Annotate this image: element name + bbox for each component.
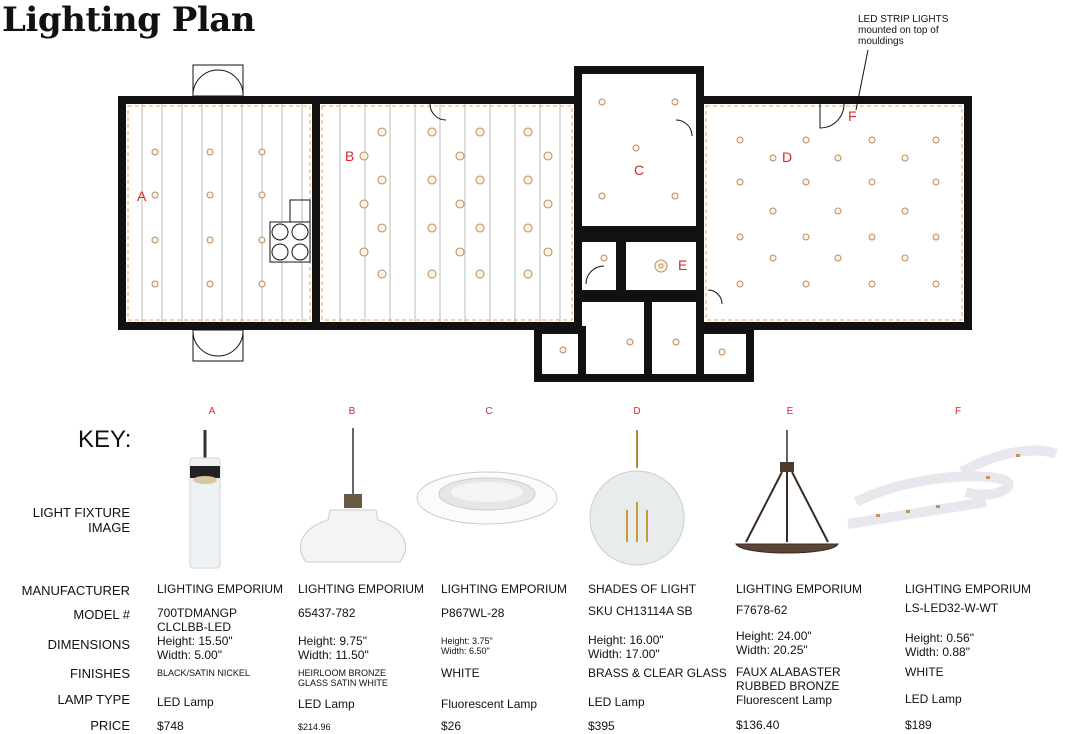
row-label-model: MODEL # (73, 607, 130, 622)
zone-label-f: F (848, 108, 857, 124)
fixture-d-finishes: BRASS & CLEAR GLASS (588, 666, 727, 680)
fixture-a-price: $748 (157, 719, 184, 733)
room-d (700, 100, 968, 326)
fixture-d-manufacturer: SHADES OF LIGHT (588, 582, 697, 596)
fixture-c-model: P867WL-28 (441, 606, 505, 620)
schoolhouse-pendant-icon (300, 428, 410, 568)
fixture-d-dimensions: Height: 16.00" Width: 17.00" (588, 633, 664, 661)
bowl-pendant-icon (732, 430, 842, 560)
fixture-b-finishes: HEIRLOOM BRONZE GLASS SATIN WHITE (298, 668, 388, 688)
row-label-image: LIGHT FIXTURE IMAGE (32, 505, 130, 535)
fixture-c-lamp: Fluorescent Lamp (441, 697, 538, 711)
row-label-lamp: LAMP TYPE (57, 692, 130, 707)
key-letter-c: C (485, 406, 493, 417)
fixture-d-lamp: LED Lamp (588, 695, 645, 709)
zone-label-a: A (137, 188, 147, 204)
key-letter-b: B (348, 406, 356, 417)
door-a-top (193, 65, 243, 96)
fixture-e-manufacturer: LIGHTING EMPORIUM (736, 582, 863, 596)
zone-label-e: E (678, 257, 688, 273)
fixture-e-finishes: FAUX ALABASTER RUBBED BRONZE (736, 665, 841, 693)
key-letter-e: E (786, 406, 794, 417)
globe-pendant-icon (582, 430, 692, 566)
fixture-f-model: LS-LED32-W-WT (905, 601, 999, 615)
fixture-d-model: SKU CH13114A SB (588, 604, 693, 618)
fixture-a-lamp: LED Lamp (157, 695, 214, 709)
fixture-e-dimensions: Height: 24.00" Width: 20.25" (736, 629, 812, 657)
fixture-c-finishes: WHITE (441, 666, 480, 680)
led-strip-icon (846, 432, 1060, 532)
fixture-b-dimensions: Height: 9.75" Width: 11.50" (298, 634, 369, 662)
fixture-c-dimensions: Height: 3.75" Width: 6.50" (441, 636, 493, 656)
fixture-f-dimensions: Height: 0.56" Width: 0.88" (905, 631, 974, 659)
fixture-a-manufacturer: LIGHTING EMPORIUM (157, 582, 284, 596)
fixture-b-model: 65437-782 (298, 606, 356, 620)
zone-label-b: B (345, 148, 355, 164)
fixture-f-finishes: WHITE (905, 665, 944, 679)
fixture-e-model: F7678-62 (736, 603, 788, 617)
strip-light-annotation: LED STRIP LIGHTS mounted on top of mouldings (858, 14, 949, 47)
fixture-b-manufacturer: LIGHTING EMPORIUM (298, 582, 425, 596)
fixture-b-price: $214.96 (298, 722, 331, 732)
zone-label-d: D (782, 149, 793, 165)
key-letter-a: A (208, 406, 216, 417)
key-letter-d: D (633, 406, 641, 417)
fixture-f-lamp: LED Lamp (905, 692, 962, 706)
row-label-finishes: FINISHES (70, 666, 130, 681)
row-label-dimensions: DIMENSIONS (47, 637, 130, 652)
zone-label-c: C (634, 162, 645, 178)
recessed-light-icon (414, 470, 560, 530)
fixture-c-manufacturer: LIGHTING EMPORIUM (441, 582, 568, 596)
fixture-f-manufacturer: LIGHTING EMPORIUM (905, 582, 1032, 596)
fixture-d-price: $395 (588, 719, 615, 733)
fixture-a-finishes: BLACK/SATIN NICKEL (157, 668, 250, 678)
fixture-a-model: 700TDMANGP CLCLBB-LED (157, 606, 238, 634)
room-b (316, 100, 578, 326)
fixture-e-lamp: Fluorescent Lamp (736, 693, 833, 707)
door-a-bottom (193, 330, 243, 361)
room-c (578, 70, 700, 230)
fixture-b-lamp: LED Lamp (298, 697, 355, 711)
fixture-f-price: $189 (905, 718, 932, 732)
row-label-manufacturer: MANUFACTURER (21, 583, 130, 598)
row-label-price: PRICE (90, 718, 130, 733)
cylinder-pendant-icon (180, 430, 230, 570)
key-title: KEY: (78, 426, 132, 453)
fixture-e-price: $136.40 (736, 718, 780, 732)
page-title: Lighting Plan (2, 0, 255, 40)
fixture-c-price: $26 (441, 719, 462, 733)
key-letter-f: F (954, 406, 962, 417)
fixture-a-dimensions: Height: 15.50" Width: 5.00" (157, 634, 233, 662)
room-a (122, 100, 316, 326)
